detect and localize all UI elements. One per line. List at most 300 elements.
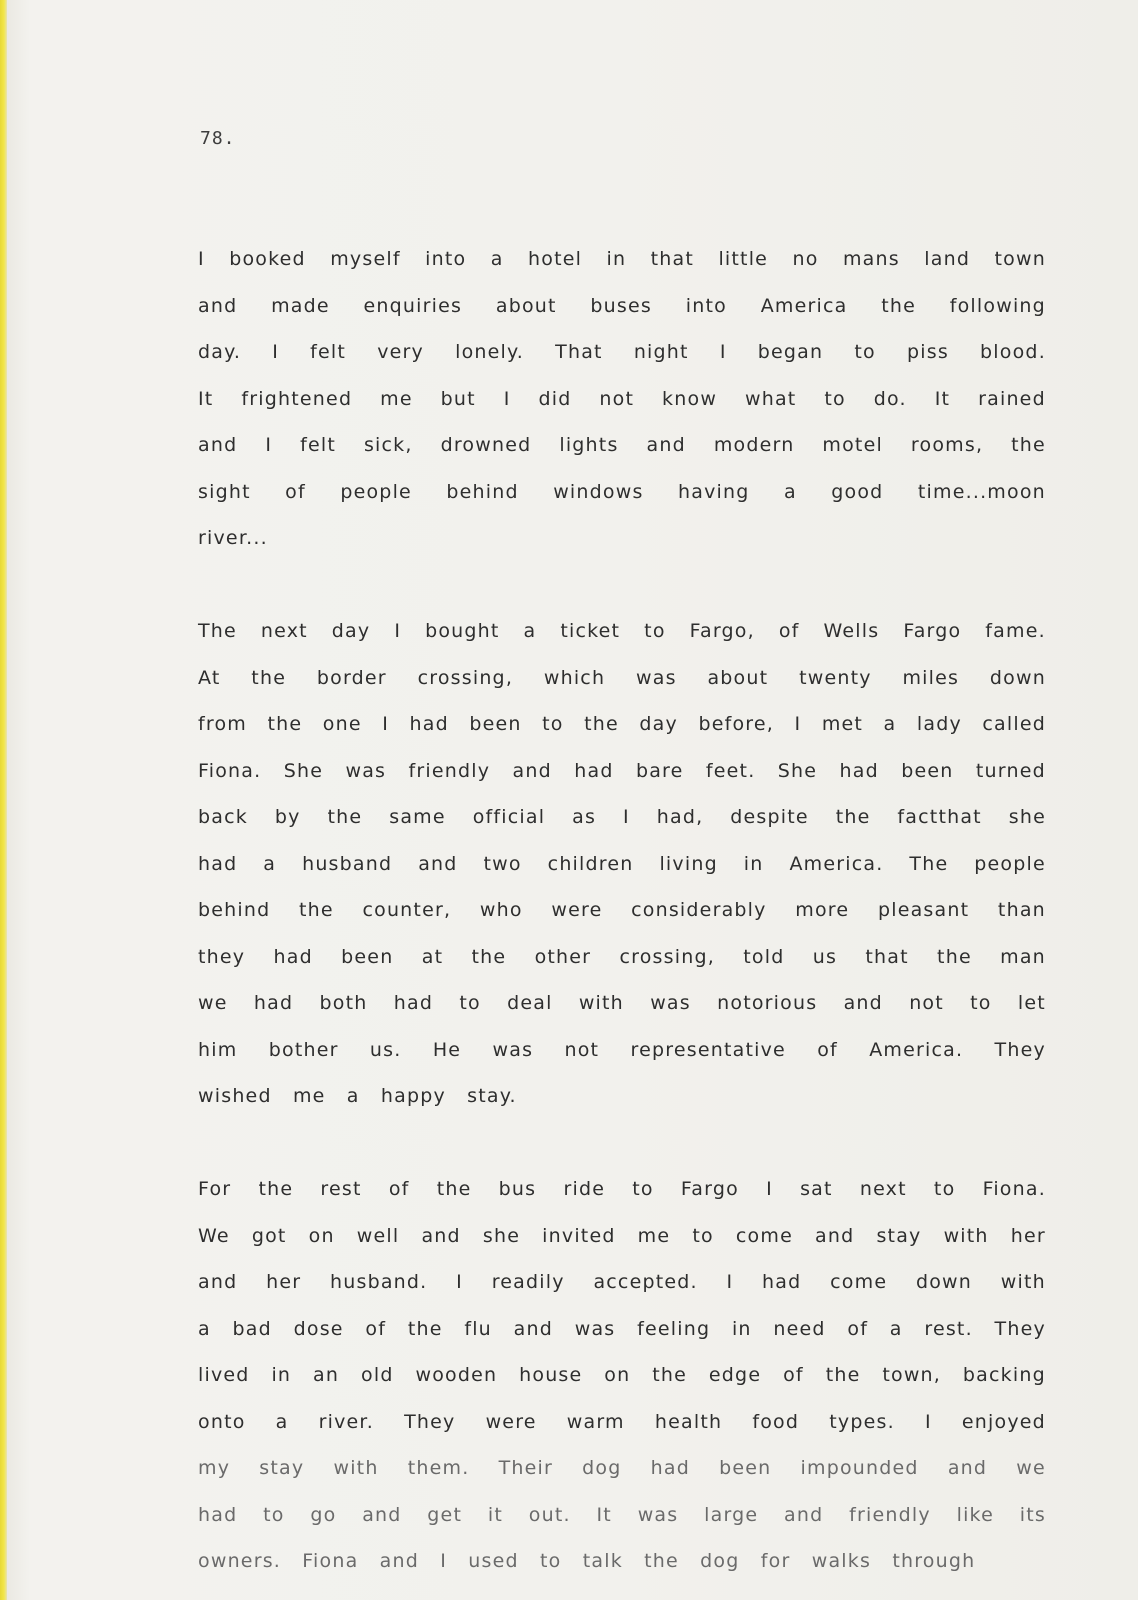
word: me — [637, 1224, 671, 1247]
word: to — [632, 1178, 654, 1200]
word: children — [547, 852, 634, 875]
word: about — [707, 666, 769, 689]
word: land — [924, 248, 971, 270]
word: were — [485, 1410, 537, 1433]
word: to — [854, 341, 876, 363]
word: turned — [975, 759, 1046, 782]
word: I — [382, 713, 390, 735]
word: were — [551, 899, 603, 921]
text-line — [198, 469, 1046, 516]
word: to — [824, 387, 846, 410]
word: its — [1019, 1503, 1046, 1526]
word: in — [731, 1317, 752, 1340]
word: having — [678, 480, 750, 503]
word: I — [394, 620, 402, 642]
word: to — [263, 1503, 285, 1526]
word: food — [752, 1410, 800, 1433]
word: next — [859, 1178, 907, 1200]
text-line: owners. Fiona and I used to talk the dog for walks through — [198, 1550, 976, 1572]
word: of — [778, 620, 800, 642]
word: America. — [789, 852, 884, 875]
word: that — [865, 945, 909, 968]
text-line — [198, 655, 1046, 702]
word: into — [425, 248, 467, 270]
word: mans — [842, 248, 900, 270]
word: on — [308, 1224, 335, 1247]
word: following — [949, 294, 1046, 317]
word: blood. — [980, 341, 1046, 363]
word: had — [574, 759, 614, 782]
word: friendly — [408, 759, 491, 782]
word: rest — [320, 1178, 362, 1200]
word: and — [513, 1317, 553, 1340]
text-line — [198, 236, 1046, 283]
word: out. — [528, 1503, 571, 1526]
word: the — [327, 806, 363, 828]
word: like — [956, 1503, 994, 1526]
word: day — [331, 620, 371, 642]
text-line — [198, 1306, 1046, 1353]
text-line — [198, 329, 1046, 376]
word: more — [795, 899, 850, 921]
word: hotel — [528, 248, 583, 270]
word: feet. — [705, 759, 756, 782]
word: large — [704, 1503, 759, 1526]
word: day — [639, 713, 678, 735]
word: The — [198, 620, 237, 642]
word: I — [766, 1178, 773, 1200]
word: was — [492, 1038, 534, 1061]
word: a — [263, 852, 277, 875]
word: and — [947, 1457, 988, 1479]
word: but — [440, 387, 476, 410]
word: I — [272, 341, 280, 363]
word: made — [271, 294, 330, 317]
text-line — [198, 934, 1046, 981]
word: I — [503, 387, 511, 410]
word: and — [198, 1271, 238, 1293]
word: house — [519, 1364, 583, 1386]
word: They — [994, 1317, 1046, 1340]
word: well — [356, 1224, 400, 1247]
word: the — [584, 713, 619, 735]
word: two — [483, 852, 522, 875]
word: sight — [198, 480, 251, 503]
word: edge — [708, 1364, 762, 1386]
word: I — [623, 806, 630, 828]
word: people — [974, 852, 1046, 875]
word: do. — [873, 387, 907, 410]
word: me — [380, 387, 413, 410]
word: she — [1008, 806, 1046, 828]
word: She — [777, 759, 818, 782]
word: in — [606, 248, 627, 270]
text-line — [198, 980, 1046, 1027]
word: and — [815, 1224, 855, 1247]
word: both — [319, 992, 368, 1014]
word: I — [456, 1271, 463, 1293]
word: down — [915, 1271, 973, 1293]
text-line: river... — [198, 527, 268, 549]
word: counter, — [362, 899, 452, 921]
word: to — [644, 620, 666, 642]
word: been — [341, 945, 394, 968]
word: sick, — [363, 434, 413, 456]
word: sat — [800, 1178, 833, 1200]
word: factthat — [897, 806, 982, 828]
word: enquiries — [363, 294, 463, 317]
word: readily — [491, 1271, 565, 1293]
word: of — [365, 1317, 387, 1340]
word: man — [1000, 945, 1046, 968]
text-line — [198, 887, 1046, 934]
word: us. — [369, 1038, 402, 1061]
word: felt — [310, 341, 347, 363]
word: the — [258, 1178, 294, 1200]
word: to — [459, 992, 481, 1014]
word: considerably — [631, 899, 767, 921]
text-line — [198, 841, 1046, 888]
word: what — [744, 387, 797, 410]
word: go — [310, 1503, 337, 1526]
word: had — [650, 1457, 690, 1479]
word: the — [835, 806, 871, 828]
word: the — [471, 945, 507, 968]
text-line — [198, 1399, 1046, 1446]
word: us — [812, 945, 838, 968]
word: It — [198, 387, 214, 410]
word: backing — [962, 1364, 1046, 1386]
word: not — [564, 1038, 600, 1061]
word: began — [757, 341, 824, 363]
word: drowned — [440, 434, 532, 456]
word: rest. — [924, 1317, 973, 1340]
word: They — [994, 1038, 1046, 1061]
word: they — [198, 945, 246, 968]
word: stay — [259, 1457, 305, 1479]
word: I — [198, 248, 205, 270]
word: bad — [232, 1317, 272, 1340]
word: lived — [198, 1364, 250, 1386]
word: need — [773, 1317, 826, 1340]
word: very — [377, 341, 424, 363]
word: we — [198, 992, 228, 1014]
word: than — [997, 899, 1046, 921]
word: America — [760, 294, 848, 317]
word: For — [198, 1178, 232, 1200]
word: same — [389, 806, 446, 828]
word: had — [198, 1503, 238, 1526]
word: border — [316, 666, 387, 689]
word: the — [881, 294, 916, 317]
text-line — [198, 1166, 1046, 1213]
text-line: wished me a happy stay. — [198, 1085, 517, 1107]
word: a — [490, 248, 504, 270]
word: They — [404, 1410, 456, 1433]
word: and — [784, 1503, 824, 1526]
word: dog — [582, 1457, 622, 1479]
word: in — [271, 1364, 292, 1386]
word: He — [432, 1038, 462, 1061]
word: by — [274, 806, 301, 828]
paragraph — [198, 608, 1046, 1120]
word: to — [970, 992, 992, 1014]
word: had — [839, 759, 879, 782]
word: notorious — [717, 992, 818, 1014]
word: and — [421, 1224, 461, 1247]
word: been — [469, 713, 522, 735]
text-line — [198, 1213, 1046, 1260]
word: as — [572, 806, 597, 828]
word: to — [692, 1224, 714, 1247]
word: We — [198, 1224, 230, 1247]
yellow-binding-edge — [0, 0, 7, 1600]
word: town — [994, 248, 1046, 270]
word: before, — [698, 713, 775, 735]
word: rained — [978, 387, 1046, 410]
word: Fargo — [680, 1178, 739, 1200]
text-line — [198, 422, 1046, 469]
word: bare — [635, 759, 684, 782]
word: was — [637, 1503, 679, 1526]
word: them. — [407, 1457, 470, 1479]
word: a — [783, 480, 797, 503]
word: was — [635, 666, 677, 689]
text-line — [198, 794, 1046, 841]
word: told — [743, 945, 785, 968]
word: wooden — [415, 1364, 498, 1386]
word: Fiona. — [198, 759, 262, 782]
word: miles — [902, 666, 960, 689]
word: him — [198, 1038, 238, 1061]
word: little — [718, 248, 769, 270]
word: did — [538, 387, 572, 410]
word: It — [934, 387, 951, 410]
text-line — [198, 283, 1046, 330]
word: people — [340, 480, 412, 503]
word: come — [830, 1271, 888, 1293]
word: The — [909, 852, 949, 875]
word: accepted. — [593, 1271, 698, 1293]
word: met — [821, 713, 864, 735]
word: I — [794, 713, 802, 735]
word: town, — [882, 1364, 942, 1386]
word: the — [407, 1317, 443, 1340]
word: had — [273, 945, 313, 968]
word: twenty — [799, 666, 872, 689]
word: piss — [906, 341, 949, 363]
word: the — [937, 945, 972, 968]
page-number: 78. — [200, 128, 236, 149]
word: her — [266, 1271, 302, 1293]
word: husband. — [329, 1271, 428, 1293]
body-text — [198, 236, 1046, 1585]
word: and — [843, 992, 883, 1014]
word: modern — [713, 434, 795, 456]
word: myself — [330, 248, 401, 270]
word: health — [654, 1410, 723, 1433]
word: a — [198, 1317, 211, 1340]
word: with — [943, 1224, 989, 1247]
word: buses — [590, 294, 653, 317]
word: the — [1011, 434, 1046, 456]
word: official — [472, 806, 546, 828]
word: old — [361, 1364, 394, 1386]
word: fame. — [985, 620, 1046, 642]
text-line — [198, 1445, 1046, 1492]
word: night — [633, 341, 689, 363]
text-line — [198, 1027, 1046, 1074]
word: of — [847, 1317, 869, 1340]
word: from — [198, 713, 248, 735]
word: dose — [293, 1317, 344, 1340]
word: it — [487, 1503, 503, 1526]
word: pleasant — [877, 899, 970, 921]
word: behind — [446, 480, 519, 503]
word: had — [762, 1271, 802, 1293]
word: her — [1010, 1224, 1046, 1247]
word: not — [909, 992, 944, 1014]
word: called — [982, 713, 1046, 735]
word: a — [889, 1317, 903, 1340]
paragraph — [198, 1166, 1046, 1585]
word: down — [989, 666, 1046, 689]
word: stay — [876, 1224, 922, 1247]
word: enjoyed — [961, 1410, 1046, 1433]
word: been — [901, 759, 954, 782]
word: Fargo, — [689, 620, 755, 642]
word: bought — [425, 620, 500, 642]
word: Their — [498, 1457, 553, 1479]
word: behind — [198, 899, 271, 921]
word: At — [198, 666, 221, 689]
word: representative — [630, 1038, 786, 1061]
word: booked — [229, 248, 306, 270]
word: the — [652, 1364, 688, 1386]
word: of — [388, 1178, 410, 1200]
word: Fargo — [903, 620, 962, 642]
word: I — [719, 341, 727, 363]
word: onto — [198, 1410, 246, 1433]
word: and — [418, 852, 458, 875]
word: living — [659, 852, 718, 875]
word: I — [924, 1410, 932, 1433]
word: She — [283, 759, 324, 782]
word: of — [817, 1038, 838, 1061]
word: the — [267, 713, 303, 735]
text-line — [198, 1259, 1046, 1306]
word: types. — [829, 1410, 895, 1433]
word: a — [275, 1410, 289, 1433]
word: in — [743, 852, 764, 875]
word: not — [599, 387, 635, 410]
word: ride — [563, 1178, 606, 1200]
text-line — [198, 1352, 1046, 1399]
word: about — [495, 294, 557, 317]
word: lady — [916, 713, 962, 735]
word: let — [1017, 992, 1046, 1014]
word: of — [285, 480, 306, 503]
word: back — [198, 806, 248, 828]
word: had, — [656, 806, 704, 828]
word: she — [482, 1224, 521, 1247]
word: a — [523, 620, 537, 642]
word: which — [543, 666, 606, 689]
word: That — [555, 341, 603, 363]
word: no — [792, 248, 819, 270]
word: had — [393, 992, 434, 1014]
word: felt — [300, 434, 336, 456]
word: husband — [302, 852, 393, 875]
word: crossing, — [619, 945, 715, 968]
word: I — [726, 1271, 734, 1293]
word: was — [650, 992, 691, 1014]
word: the — [436, 1178, 472, 1200]
paragraph — [198, 236, 1046, 562]
text-line — [198, 748, 1046, 795]
word: river. — [318, 1410, 374, 1433]
word: with — [333, 1457, 379, 1479]
word: windows — [553, 480, 644, 503]
word: with — [578, 992, 624, 1014]
word: had — [253, 992, 294, 1014]
word: deal — [507, 992, 553, 1014]
word: lonely. — [455, 341, 525, 363]
word: good — [831, 480, 884, 503]
word: got — [251, 1224, 287, 1247]
word: impounded — [800, 1457, 919, 1479]
word: an — [313, 1364, 340, 1386]
word: invited — [542, 1224, 616, 1247]
word: the — [251, 666, 287, 689]
word: into — [685, 294, 727, 317]
word: bother — [268, 1038, 339, 1061]
word: know — [662, 387, 718, 410]
word: to — [933, 1178, 956, 1200]
word: the — [299, 899, 334, 921]
word: been — [719, 1457, 772, 1479]
word: one — [322, 713, 362, 735]
word: and — [646, 434, 686, 456]
word: lights — [559, 434, 619, 456]
word: day. — [198, 341, 242, 363]
word: at — [421, 945, 444, 968]
text-line — [198, 1492, 1046, 1539]
word: get — [427, 1503, 463, 1526]
word: flu — [464, 1317, 492, 1340]
word: motel — [822, 434, 883, 456]
word: It — [596, 1503, 612, 1526]
word: America. — [869, 1038, 964, 1061]
word: come — [735, 1224, 793, 1247]
word: a — [883, 713, 897, 735]
word: and — [512, 759, 552, 782]
word: the — [825, 1364, 861, 1386]
word: to — [542, 713, 564, 735]
word: that — [650, 248, 695, 270]
word: despite — [730, 806, 809, 828]
word: and — [198, 294, 238, 317]
word: time...moon — [917, 480, 1046, 503]
word: who — [479, 899, 523, 921]
word: ticket — [560, 620, 621, 642]
word: had — [198, 852, 238, 875]
word: friendly — [849, 1503, 931, 1526]
word: next — [260, 620, 308, 642]
word: and — [362, 1503, 402, 1526]
word: of — [783, 1364, 804, 1386]
word: we — [1016, 1457, 1046, 1479]
